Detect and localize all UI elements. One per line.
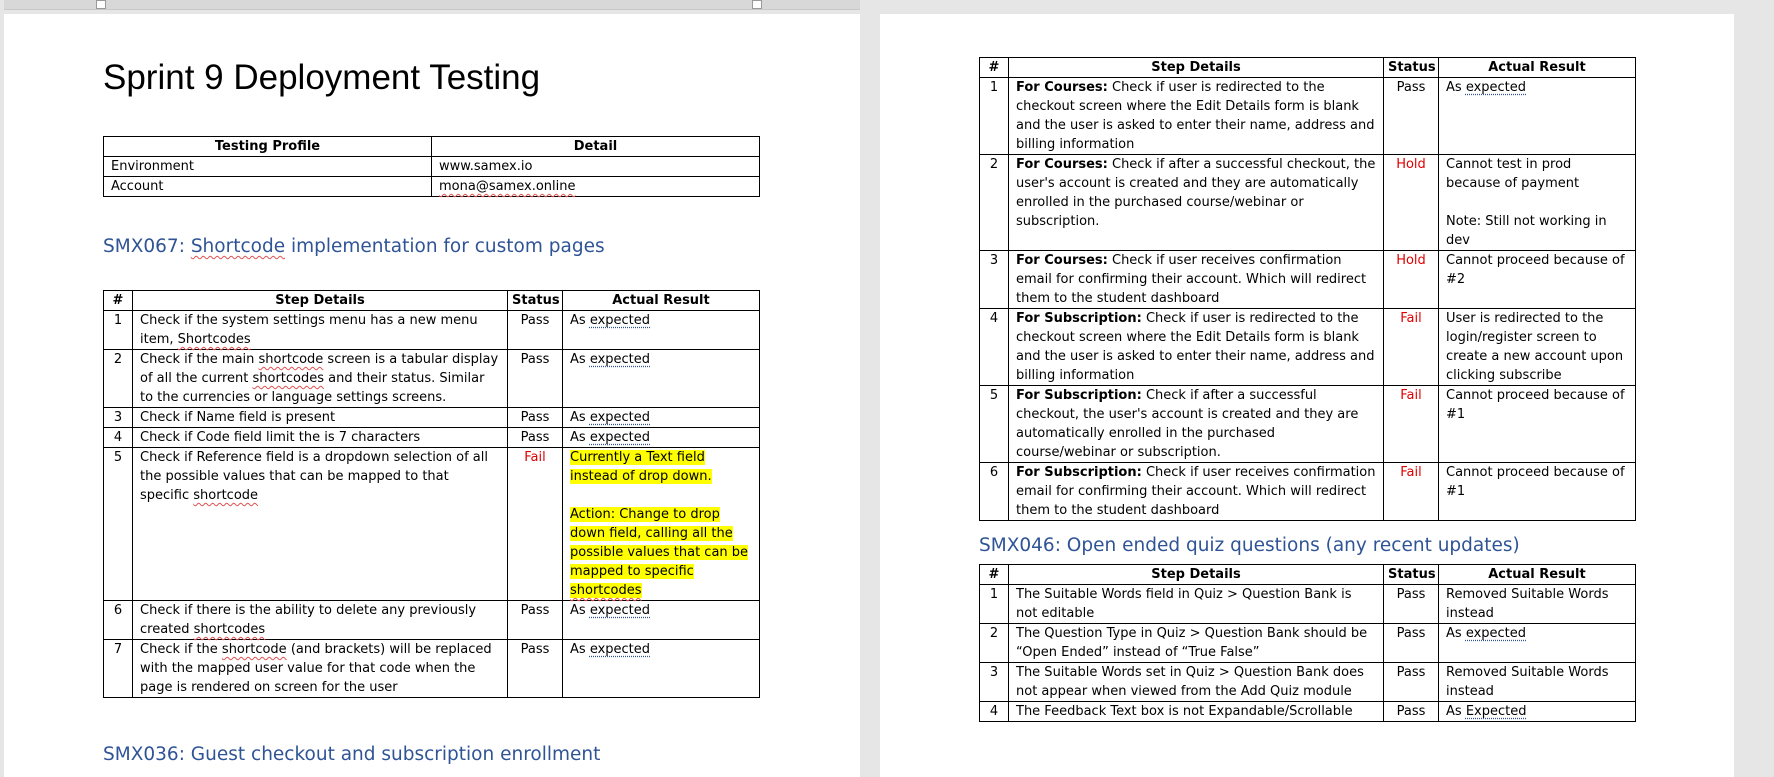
table-row bbox=[104, 601, 760, 640]
step-number: 2 bbox=[980, 624, 1009, 663]
col-header-status: Status bbox=[1384, 565, 1439, 585]
table-row bbox=[980, 155, 1636, 251]
table-row bbox=[980, 386, 1636, 463]
result-highlight: Currently a Text field instead of drop down. bbox=[570, 450, 712, 484]
table-row bbox=[104, 350, 760, 408]
step-details: Check if Reference field is a dropdown selection of all the possible values that can be mapped to that specific shortcode bbox=[133, 448, 508, 601]
step-details: For Subscription: Check if user receives confirmation email for confirming their account. Which will redirect them to the student dashboard bbox=[1009, 463, 1384, 521]
profile-label: Environment bbox=[104, 157, 432, 177]
profile-header-label: Testing Profile bbox=[104, 137, 432, 157]
actual-result: Cannot proceed because of #1 bbox=[1439, 463, 1636, 521]
step-number: 1 bbox=[980, 585, 1009, 624]
table-row bbox=[980, 309, 1636, 386]
step-number: 2 bbox=[104, 350, 133, 408]
table-row bbox=[980, 463, 1636, 521]
profile-email: mona@samex.online bbox=[439, 179, 576, 194]
section-heading-smx067: SMX067: Shortcode implementation for custom pages bbox=[103, 236, 605, 257]
table-row bbox=[104, 448, 760, 601]
step-details: For Subscription: Check if user is redirected to the checkout screen where the Edit Details form is blank and the user is asked to enter their name, address and billing information bbox=[1009, 309, 1384, 386]
step-details: For Courses: Check if user receives confirmation email for confirming their account. Which will redirect them to the student dashboard bbox=[1009, 251, 1384, 309]
status-hold: Hold bbox=[1384, 251, 1439, 309]
status-pass: Pass bbox=[1384, 585, 1439, 624]
actual-result: As expected bbox=[563, 601, 760, 640]
actual-result: User is redirected to the login/register screen to create a new account upon clicking subscribe bbox=[1439, 309, 1636, 386]
status-fail: Fail bbox=[1384, 463, 1439, 521]
step-number: 1 bbox=[104, 311, 133, 350]
document-page-2 bbox=[880, 14, 1734, 777]
table-row bbox=[104, 640, 760, 698]
table-row bbox=[980, 251, 1636, 309]
smx036-test-table bbox=[979, 57, 1636, 521]
document-title: Sprint 9 Deployment Testing bbox=[103, 58, 541, 97]
profile-row bbox=[104, 177, 760, 197]
actual-result: Cannot test in prod because of payment Note: Still not working in dev bbox=[1439, 155, 1636, 251]
col-header-num: # bbox=[980, 565, 1009, 585]
step-details: Check if the main shortcode screen is a tabular display of all the current shortcodes and their status. Similar to the currencies or language settings screens. bbox=[133, 350, 508, 408]
step-details: Check if the shortcode (and brackets) will be replaced with the mapped user value for that code when the page is rendered on screen for the user bbox=[133, 640, 508, 698]
col-header-num: # bbox=[980, 58, 1009, 78]
section-heading-smx046: SMX046: Open ended quiz questions (any recent updates) bbox=[979, 535, 1520, 556]
actual-result: As expected bbox=[563, 640, 760, 698]
step-details: For Subscription: Check if after a successful checkout, the user's account is created and they are automatically enrolled in the purchased course/webinar or subscription. bbox=[1009, 386, 1384, 463]
col-header-result: Actual Result bbox=[1439, 58, 1636, 78]
step-number: 6 bbox=[980, 463, 1009, 521]
actual-result bbox=[563, 448, 760, 601]
table-row bbox=[104, 311, 760, 350]
actual-result: Cannot proceed because of #1 bbox=[1439, 386, 1636, 463]
status-fail: Fail bbox=[1384, 386, 1439, 463]
step-number: 5 bbox=[980, 386, 1009, 463]
table-row bbox=[980, 624, 1636, 663]
actual-result: As expected bbox=[1439, 624, 1636, 663]
left-indent-marker[interactable] bbox=[96, 0, 106, 9]
step-details: Check if the system settings menu has a new menu item, Shortcodes bbox=[133, 311, 508, 350]
status-pass: Pass bbox=[1384, 663, 1439, 702]
step-details: Check if Code field limit the is 7 characters bbox=[133, 428, 508, 448]
step-number: 4 bbox=[980, 309, 1009, 386]
smx046-test-table bbox=[979, 564, 1636, 722]
step-details: The Feedback Text box is not Expandable/Scrollable bbox=[1009, 702, 1384, 722]
profile-row bbox=[104, 157, 760, 177]
horizontal-ruler[interactable] bbox=[4, 0, 860, 10]
table-row bbox=[980, 78, 1636, 155]
status-pass: Pass bbox=[508, 640, 563, 698]
step-details: For Courses: Check if after a successful checkout, the user's account is created and they are automatically enrolled in the purchased course/webinar or subscription. bbox=[1009, 155, 1384, 251]
step-number: 3 bbox=[980, 663, 1009, 702]
actual-result: As Expected bbox=[1439, 702, 1636, 722]
actual-result: Removed Suitable Words instead bbox=[1439, 585, 1636, 624]
actual-result: As expected bbox=[1439, 78, 1636, 155]
status-pass: Pass bbox=[508, 408, 563, 428]
step-details: Check if Name field is present bbox=[133, 408, 508, 428]
step-number: 5 bbox=[104, 448, 133, 601]
step-details: The Suitable Words field in Quiz > Question Bank is not editable bbox=[1009, 585, 1384, 624]
col-header-result: Actual Result bbox=[563, 291, 760, 311]
col-header-step: Step Details bbox=[1009, 58, 1384, 78]
step-number: 4 bbox=[104, 428, 133, 448]
status-pass: Pass bbox=[508, 601, 563, 640]
actual-result: As expected bbox=[563, 428, 760, 448]
col-header-result: Actual Result bbox=[1439, 565, 1636, 585]
section-heading-smx036: SMX036: Guest checkout and subscription enrollment bbox=[103, 744, 601, 765]
actual-result: Removed Suitable Words instead bbox=[1439, 663, 1636, 702]
status-pass: Pass bbox=[1384, 702, 1439, 722]
step-number: 7 bbox=[104, 640, 133, 698]
step-details: The Suitable Words set in Quiz > Question Bank does not appear when viewed from the Add Quiz module bbox=[1009, 663, 1384, 702]
document-page-1 bbox=[4, 14, 860, 777]
status-hold: Hold bbox=[1384, 155, 1439, 251]
status-pass: Pass bbox=[508, 350, 563, 408]
col-header-status: Status bbox=[1384, 58, 1439, 78]
actual-result: As expected bbox=[563, 350, 760, 408]
col-header-num: # bbox=[104, 291, 133, 311]
profile-value: www.samex.io bbox=[432, 157, 760, 177]
smx067-test-table bbox=[103, 290, 760, 698]
col-header-status: Status bbox=[508, 291, 563, 311]
col-header-step: Step Details bbox=[133, 291, 508, 311]
actual-result: Cannot proceed because of #2 bbox=[1439, 251, 1636, 309]
profile-label: Account bbox=[104, 177, 432, 197]
table-row bbox=[104, 428, 760, 448]
step-number: 3 bbox=[104, 408, 133, 428]
table-row bbox=[980, 663, 1636, 702]
step-number: 6 bbox=[104, 601, 133, 640]
status-fail: Fail bbox=[1384, 309, 1439, 386]
profile-header-detail: Detail bbox=[432, 137, 760, 157]
step-number: 3 bbox=[980, 251, 1009, 309]
status-pass: Pass bbox=[508, 428, 563, 448]
step-number: 2 bbox=[980, 155, 1009, 251]
table-row bbox=[980, 702, 1636, 722]
table-row bbox=[980, 585, 1636, 624]
status-pass: Pass bbox=[508, 311, 563, 350]
right-indent-marker[interactable] bbox=[752, 0, 762, 9]
step-number: 1 bbox=[980, 78, 1009, 155]
testing-profile-table bbox=[103, 136, 760, 197]
step-details: Check if there is the ability to delete any previously created shortcodes bbox=[133, 601, 508, 640]
step-details: For Courses: Check if user is redirected to the checkout screen where the Edit Details form is blank and the user is asked to enter their name, address and billing information bbox=[1009, 78, 1384, 155]
step-details: The Question Type in Quiz > Question Bank should be “Open Ended” instead of “True False” bbox=[1009, 624, 1384, 663]
profile-value bbox=[432, 177, 760, 197]
status-pass: Pass bbox=[1384, 78, 1439, 155]
status-pass: Pass bbox=[1384, 624, 1439, 663]
step-number: 4 bbox=[980, 702, 1009, 722]
col-header-step: Step Details bbox=[1009, 565, 1384, 585]
table-row bbox=[104, 408, 760, 428]
action-highlight: Action: Change to drop down field, calling all the possible values that can be mapped to specific shortcodes bbox=[570, 507, 749, 598]
actual-result: As expected bbox=[563, 408, 760, 428]
actual-result: As expected bbox=[563, 311, 760, 350]
status-fail: Fail bbox=[508, 448, 563, 601]
result-note: Note: Still not working in dev bbox=[1446, 214, 1607, 248]
